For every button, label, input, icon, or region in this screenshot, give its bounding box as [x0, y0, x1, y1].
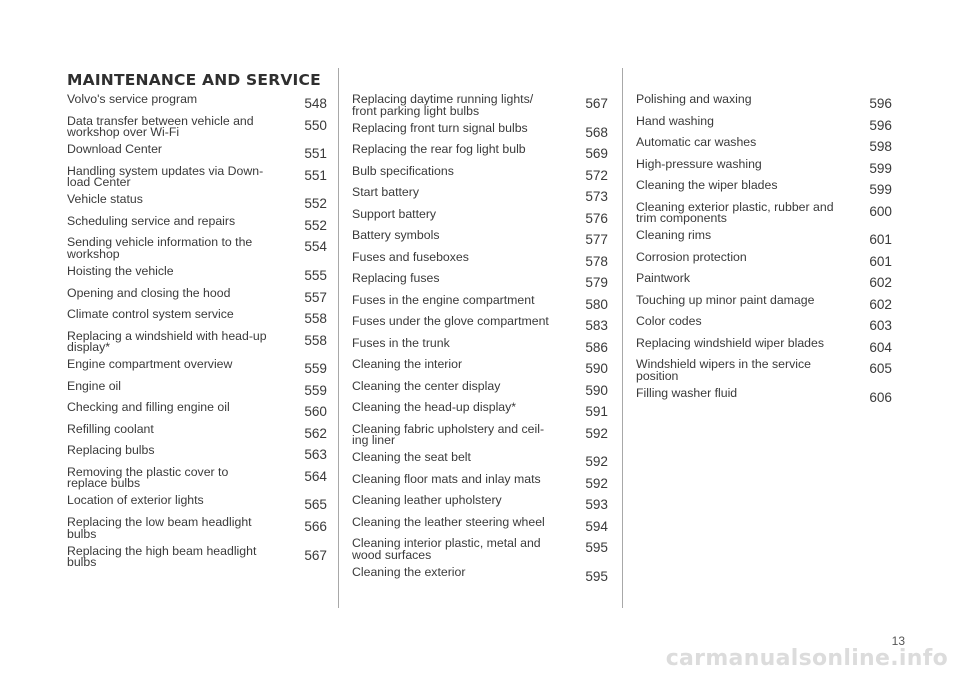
toc-entry-title: Corrosion protection: [636, 249, 747, 264]
toc-entry[interactable]: [67, 545, 327, 569]
toc-entry-title: Opening and closing the hood: [67, 285, 231, 300]
toc-entry-title: Polishing and waxing: [636, 92, 752, 106]
toc-entry[interactable]: [352, 451, 608, 468]
toc-entry-page: 558: [304, 311, 327, 327]
toc-entry-page: 552: [304, 217, 327, 233]
toc-entry[interactable]: [636, 179, 892, 196]
toc-entry-title: Replacing front turn signal bulbs: [352, 120, 528, 135]
toc-entry-page: 572: [585, 167, 608, 183]
toc-entry-title: Location of exterior lights: [67, 493, 204, 508]
toc-entry-title: Scheduling service and repairs: [67, 213, 236, 228]
toc-entry[interactable]: [67, 466, 327, 490]
toc-entry-title: Cleaning the head-up display*: [352, 400, 517, 415]
toc-entry-page: 577: [585, 232, 608, 248]
toc-entry[interactable]: [67, 165, 327, 189]
toc-entry-title: Cleaning leather upholstery: [352, 493, 502, 508]
toc-entry-title: Handling system updates via Down-load Center: [67, 163, 264, 190]
toc-entry-page: 602: [869, 296, 892, 312]
toc-entry-title: Filling washer fluid: [636, 385, 738, 400]
toc-entry-page: 604: [869, 339, 892, 355]
toc-entry-title: Cleaning rims: [636, 228, 712, 243]
toc-entry[interactable]: [636, 272, 892, 289]
toc-entry-title: Replacing fuses: [352, 271, 440, 286]
toc-entry[interactable]: [67, 193, 327, 210]
toc-entry[interactable]: [67, 401, 327, 418]
toc-entry-page: 592: [585, 475, 608, 491]
toc-entry[interactable]: [352, 494, 608, 511]
toc-entry-page: 551: [304, 167, 327, 183]
toc-entry[interactable]: [67, 115, 327, 139]
toc-entry-page: 552: [304, 196, 327, 212]
toc-entry-page: 596: [869, 96, 892, 111]
toc-entry-page: 598: [869, 139, 892, 154]
toc-entry-title: Vehicle status: [67, 192, 143, 207]
toc-entry[interactable]: [352, 566, 608, 583]
toc-entry-title: Cleaning interior plastic, metal and wood surfaces: [352, 536, 541, 562]
toc-entry-title: Engine compartment overview: [67, 357, 233, 372]
toc-entry-title: Automatic car washes: [636, 135, 757, 149]
toc-entry-page: 551: [304, 146, 327, 162]
toc-entry-page: 592: [585, 454, 608, 470]
toc-entry[interactable]: [636, 229, 892, 246]
toc-entry-title: Climate control system service: [67, 307, 234, 322]
toc-entry[interactable]: [352, 537, 608, 561]
toc-entry-page: 586: [585, 339, 608, 355]
toc-entry-title: Color codes: [636, 314, 702, 329]
toc-entry-title: Support battery: [352, 206, 437, 221]
toc-entry-page: 583: [585, 318, 608, 334]
toc-entry[interactable]: [636, 251, 892, 268]
toc-entry[interactable]: [352, 358, 608, 375]
toc-entry[interactable]: [352, 272, 608, 289]
toc-entry-page: 600: [869, 203, 892, 219]
toc-entry[interactable]: [67, 330, 327, 354]
toc-entry-page: 560: [304, 404, 327, 420]
toc-entry-title: Cleaning the center display: [352, 378, 501, 393]
toc-entry[interactable]: [636, 337, 892, 354]
toc-entry-page: 605: [869, 361, 892, 377]
toc-entry[interactable]: [352, 208, 608, 225]
toc-entry-title: Hand washing: [636, 113, 714, 128]
toc-entry[interactable]: [352, 380, 608, 397]
toc-entry-title: Cleaning the exterior: [352, 565, 466, 580]
toc-entry[interactable]: [636, 201, 892, 225]
toc-entry-title: Hoisting the vehicle: [67, 264, 174, 279]
toc-entry-page: 602: [869, 275, 892, 291]
toc-entry-page: 578: [585, 253, 608, 269]
toc-entry[interactable]: [67, 265, 327, 282]
toc-entry-page: 554: [304, 239, 327, 255]
toc-entry-page: 579: [585, 275, 608, 291]
toc-entry-title: Volvo's service program: [67, 92, 198, 106]
toc-entry[interactable]: [636, 294, 892, 311]
toc-entry-title: High-pressure washing: [636, 156, 762, 171]
toc-entry[interactable]: [67, 93, 327, 110]
toc-entry-title: Replacing bulbs: [67, 443, 155, 458]
toc-entry[interactable]: [352, 473, 608, 490]
toc-entry-title: Cleaning floor mats and inlay mats: [352, 471, 541, 486]
toc-entry-page: 569: [585, 146, 608, 162]
toc-entry-page: 593: [585, 497, 608, 513]
toc-entry-page: 559: [304, 382, 327, 398]
toc-entry-title: Touching up minor paint damage: [636, 292, 815, 307]
toc-column-1: [67, 93, 327, 573]
toc-entry-page: 557: [304, 289, 327, 305]
section-heading: MAINTENANCE AND SERVICE: [67, 71, 321, 89]
toc-entry-page: 606: [869, 389, 892, 405]
toc-entry[interactable]: [67, 308, 327, 325]
toc-entry-title: Fuses and fuseboxes: [352, 249, 469, 264]
toc-column-3: [636, 93, 892, 408]
toc-entry-title: Start battery: [352, 185, 419, 200]
toc-entry[interactable]: [636, 358, 892, 382]
toc-entry-title: Replacing daytime running lights/ front parking light bulbs: [352, 92, 534, 118]
toc-column-2: [352, 93, 608, 588]
toc-entry-title: Sending vehicle information to the workshop: [67, 235, 253, 261]
toc-entry-page: 601: [869, 253, 892, 269]
toc-entry-title: Removing the plastic cover to replace bulbs: [67, 464, 229, 491]
toc-entry-title: Battery symbols: [352, 228, 440, 243]
toc-entry-title: Cleaning the wiper blades: [636, 178, 778, 192]
toc-entry-title: Paintwork: [636, 271, 690, 286]
toc-entry[interactable]: [352, 93, 608, 117]
toc-entry[interactable]: [67, 516, 327, 540]
toc-entry-title: Replacing windshield wiper blades: [636, 335, 824, 350]
watermark-logo: carmanualsonline.info: [665, 646, 948, 671]
toc-entry-page: 576: [585, 210, 608, 226]
toc-entry-title: Replacing the high beam headlight bulbs: [67, 543, 257, 570]
toc-entry-title: Windshield wipers in the service position: [636, 357, 811, 383]
toc-entry[interactable]: [352, 186, 608, 203]
toc-entry-page: 558: [304, 332, 327, 348]
toc-entry-page: 601: [869, 232, 892, 248]
toc-entry-page: 573: [585, 189, 608, 205]
toc-entry[interactable]: [636, 315, 892, 332]
toc-entry[interactable]: [636, 136, 892, 153]
toc-entry-title: Cleaning the interior: [352, 357, 463, 372]
toc-entry-page: 590: [585, 382, 608, 398]
toc-entry-title: Bulb specifications: [352, 163, 454, 178]
toc-entry-title: Fuses under the glove compartment: [352, 314, 549, 329]
toc-entry[interactable]: [352, 165, 608, 182]
toc-entry-page: 603: [869, 318, 892, 334]
toc-entry[interactable]: [352, 423, 608, 447]
toc-entry-title: Fuses in the engine compartment: [352, 292, 535, 307]
toc-entry-title: Cleaning the seat belt: [352, 450, 471, 465]
toc-entry-title: Fuses in the trunk: [352, 335, 450, 350]
toc-entry-page: 590: [585, 361, 608, 377]
page-number: 13: [891, 634, 905, 648]
toc-entry[interactable]: [636, 93, 892, 110]
toc-entry[interactable]: [352, 251, 608, 268]
toc-entry[interactable]: [352, 337, 608, 354]
toc-entry-page: 566: [304, 518, 327, 534]
toc-entry[interactable]: [636, 158, 892, 175]
toc-entry[interactable]: [352, 315, 608, 332]
toc-entry-page: 592: [585, 425, 608, 441]
toc-entry[interactable]: [67, 358, 327, 375]
toc-entry-page: 595: [585, 569, 608, 585]
toc-entry[interactable]: [67, 236, 327, 260]
toc-entry-page: 567: [304, 547, 327, 563]
column-divider: [338, 68, 339, 608]
toc-entry-page: 580: [585, 296, 608, 312]
toc-entry[interactable]: [67, 287, 327, 304]
toc-entry-page: 550: [304, 117, 327, 133]
toc-entry-page: 599: [869, 160, 892, 176]
toc-entry-page: 565: [304, 497, 327, 513]
toc-entry[interactable]: [67, 380, 327, 397]
toc-entry[interactable]: [352, 401, 608, 418]
toc-entry-page: 564: [304, 468, 327, 484]
toc-entry-page: 563: [304, 447, 327, 463]
toc-entry-title: Replacing the rear fog light bulb: [352, 142, 526, 157]
toc-entry[interactable]: [67, 143, 327, 160]
toc-entry-title: Engine oil: [67, 378, 122, 393]
toc-entry[interactable]: [352, 122, 608, 139]
toc-entry[interactable]: [352, 229, 608, 246]
toc-entry-page: 596: [869, 117, 892, 133]
toc-entry-page: 559: [304, 361, 327, 377]
toc-entry-title: Replacing the low beam headlight bulbs: [67, 514, 252, 541]
column-divider: [622, 68, 623, 608]
toc-entry-page: 599: [869, 182, 892, 197]
toc-entry[interactable]: [67, 215, 327, 232]
toc-entry-page: 595: [585, 540, 608, 556]
toc-entry[interactable]: [67, 423, 327, 440]
toc-entry-title: Cleaning exterior plastic, rubber and trim components: [636, 199, 834, 226]
toc-entry[interactable]: [352, 516, 608, 533]
toc-entry[interactable]: [636, 115, 892, 132]
toc-entry-page: 568: [585, 124, 608, 140]
toc-entry-title: Replacing a windshield with head-up display*: [67, 328, 267, 355]
toc-entry[interactable]: [67, 444, 327, 461]
toc-entry-page: 591: [585, 404, 608, 420]
toc-entry-title: Download Center: [67, 142, 163, 157]
toc-entry-page: 594: [585, 518, 608, 534]
toc-entry-page: 548: [304, 96, 327, 111]
toc-entry-page: 555: [304, 268, 327, 284]
toc-entry[interactable]: [352, 143, 608, 160]
toc-entry[interactable]: [636, 387, 892, 404]
toc-entry-page: 567: [585, 96, 608, 111]
toc-entry-page: 562: [304, 425, 327, 441]
toc-entry-title: Data transfer between vehicle and workshop over Wi-Fi: [67, 113, 254, 140]
toc-entry[interactable]: [67, 494, 327, 511]
toc-entry-title: Cleaning the leather steering wheel: [352, 514, 545, 529]
toc-entry-title: Checking and filling engine oil: [67, 400, 230, 415]
toc-entry-title: Refilling coolant: [67, 421, 154, 436]
toc-entry-title: Cleaning fabric upholstery and ceil-ing liner: [352, 421, 545, 448]
toc-entry[interactable]: [352, 294, 608, 311]
